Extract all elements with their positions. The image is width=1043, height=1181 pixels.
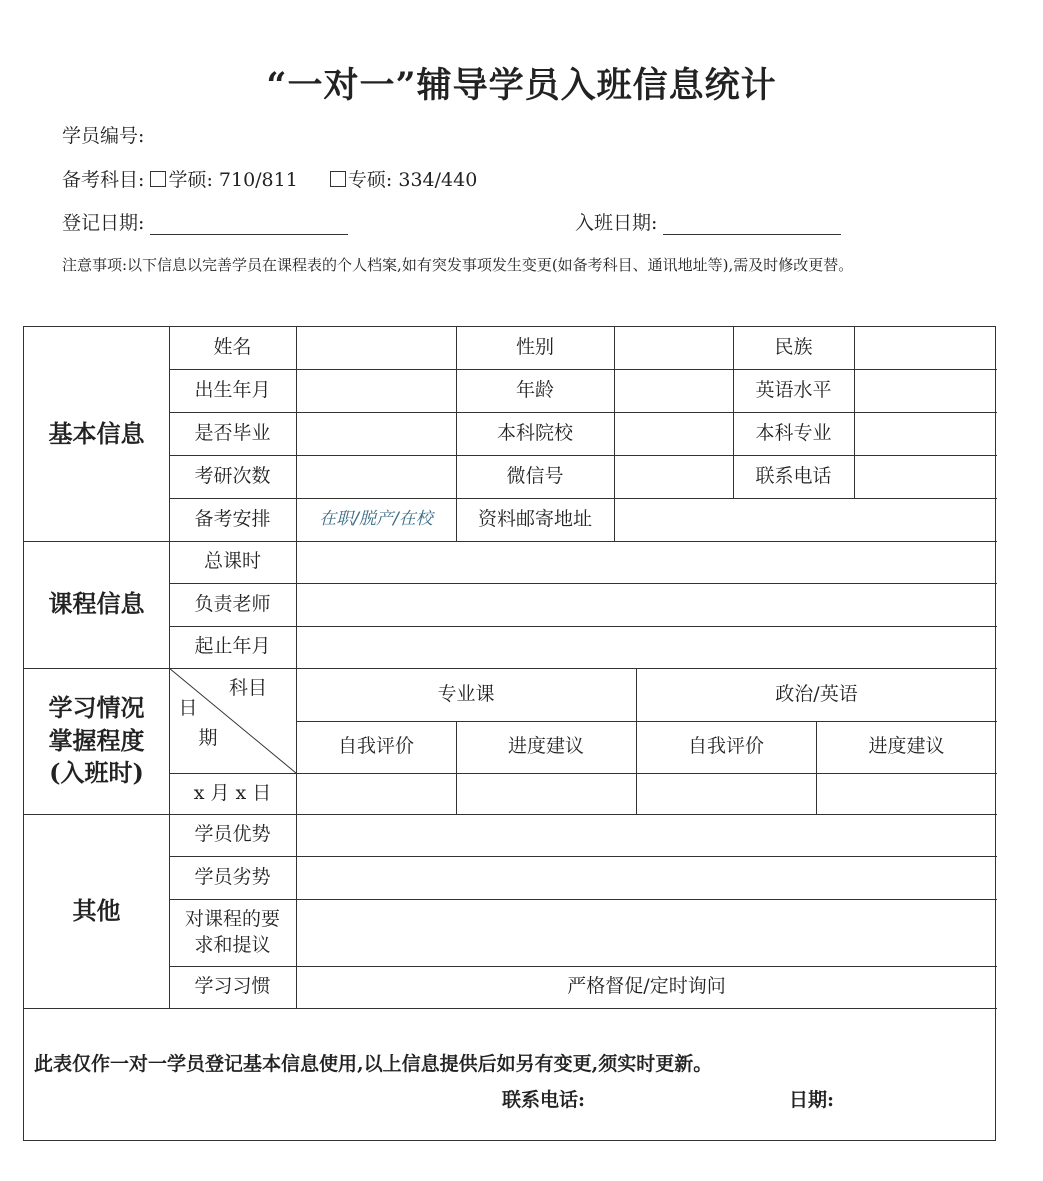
gender-label: 性别 (515, 336, 554, 359)
enroll-date-label: 入班日期: (575, 212, 658, 234)
footer-statement: 此表仅作一对一学员登记基本信息使用,以上信息提供后如另有变更,须实时更新。 (34, 1053, 713, 1075)
weaknesses-field[interactable] (296, 856, 997, 899)
major-label: 本科专业 (755, 421, 832, 444)
requests-label (169, 899, 296, 966)
section-study-status (24, 668, 169, 814)
professional-checkbox[interactable] (330, 171, 346, 187)
attempts-field[interactable] (296, 455, 456, 498)
age-label: 年龄 (515, 378, 554, 401)
age-field[interactable] (614, 369, 733, 412)
diag-date-label-1: 日 (178, 697, 198, 720)
strengths-label: 学员优势 (194, 823, 271, 846)
professional-option-label: 专硕: 334/440 (347, 169, 478, 191)
requests-field[interactable] (296, 899, 997, 966)
total-hours-label: 总课时 (203, 550, 261, 573)
pe-self-eval-field[interactable] (636, 773, 816, 814)
study-section-line1: 学习情况 (48, 693, 145, 723)
attempts-label: 考研次数 (194, 464, 271, 487)
wechat-field[interactable] (614, 455, 733, 498)
phone-field[interactable] (854, 455, 997, 498)
graduated-label: 是否毕业 (194, 421, 271, 444)
diag-date-label-2: 期 (198, 727, 218, 750)
diag-subject-label: 科目 (228, 677, 267, 700)
habits-field[interactable]: 严格督促/定时询问 (567, 975, 726, 998)
english-level-label: 英语水平 (755, 378, 832, 401)
total-hours-field[interactable] (296, 541, 997, 583)
school-label: 本科院校 (496, 421, 573, 444)
notice-text: 注意事项:以下信息以完善学员在课程表的个人档案,如有突发事项发生变更(如备考科目、通讯地址等),需及时修改更替。 (62, 256, 854, 274)
page-title: “一对一”辅导学员入班信息统计 (266, 65, 777, 106)
footer-phone-label: 联系电话: (502, 1089, 586, 1111)
academic-option-label: 学硕: 710/811 (168, 169, 298, 191)
weaknesses-label: 学员劣势 (194, 865, 271, 888)
address-label: 资料邮寄地址 (477, 507, 592, 530)
major-self-eval-field[interactable] (296, 773, 456, 814)
birth-field[interactable] (296, 369, 456, 412)
politics-english-header: 政治/英语 (775, 682, 858, 705)
date-row-label: x 月 x 日 (193, 781, 272, 804)
register-date-label: 登记日期: (62, 212, 145, 234)
ethnicity-label: 民族 (774, 336, 813, 359)
ethnicity-field[interactable] (854, 327, 997, 369)
major-progress-field[interactable] (456, 773, 636, 814)
academic-checkbox[interactable] (150, 171, 166, 187)
registration-form (23, 326, 996, 1141)
major-course-header: 专业课 (437, 682, 495, 705)
birth-label: 出生年月 (194, 378, 271, 401)
period-label: 起止年月 (194, 635, 271, 658)
section-other: 其他 (72, 895, 121, 925)
study-section-line2: 掌握程度 (48, 725, 145, 755)
register-date-field[interactable] (150, 214, 348, 235)
major-field[interactable] (854, 412, 997, 455)
requests-label-line1: 对课程的要 (184, 907, 280, 930)
phone-label: 联系电话 (755, 464, 832, 487)
pe-self-eval-header: 自我评价 (687, 735, 764, 758)
school-field[interactable] (614, 412, 733, 455)
graduated-field[interactable] (296, 412, 456, 455)
subject-label: 备考科目: (62, 169, 145, 191)
student-id-label: 学员编号: (62, 125, 145, 147)
english-level-field[interactable] (854, 369, 997, 412)
gender-field[interactable] (614, 327, 733, 369)
requests-label-line2: 求和提议 (194, 933, 271, 956)
arrangement-field[interactable]: 在职/脱产/在校 (319, 509, 433, 530)
teacher-field[interactable] (296, 583, 997, 626)
major-self-eval-header: 自我评价 (337, 735, 414, 758)
habits-label: 学习习惯 (194, 975, 271, 998)
wechat-label: 微信号 (506, 464, 564, 487)
strengths-field[interactable] (296, 814, 997, 856)
section-course-info: 课程信息 (48, 589, 145, 619)
enroll-date-field[interactable] (663, 214, 841, 235)
footer-date-label: 日期: (789, 1089, 835, 1111)
subject-row (62, 165, 477, 192)
major-progress-header: 进度建议 (507, 735, 584, 758)
enroll-date-row (575, 208, 841, 235)
address-field[interactable] (614, 498, 997, 541)
name-field[interactable] (296, 327, 456, 369)
pe-progress-field[interactable] (816, 773, 997, 814)
section-basic-info: 基本信息 (48, 418, 145, 448)
pe-progress-header: 进度建议 (868, 735, 945, 758)
name-label: 姓名 (213, 336, 252, 359)
period-field[interactable] (296, 626, 997, 668)
teacher-label: 负责老师 (194, 592, 271, 615)
arrangement-label: 备考安排 (194, 507, 271, 530)
register-date-row (62, 208, 348, 235)
study-section-line3: (入班时) (49, 758, 144, 788)
